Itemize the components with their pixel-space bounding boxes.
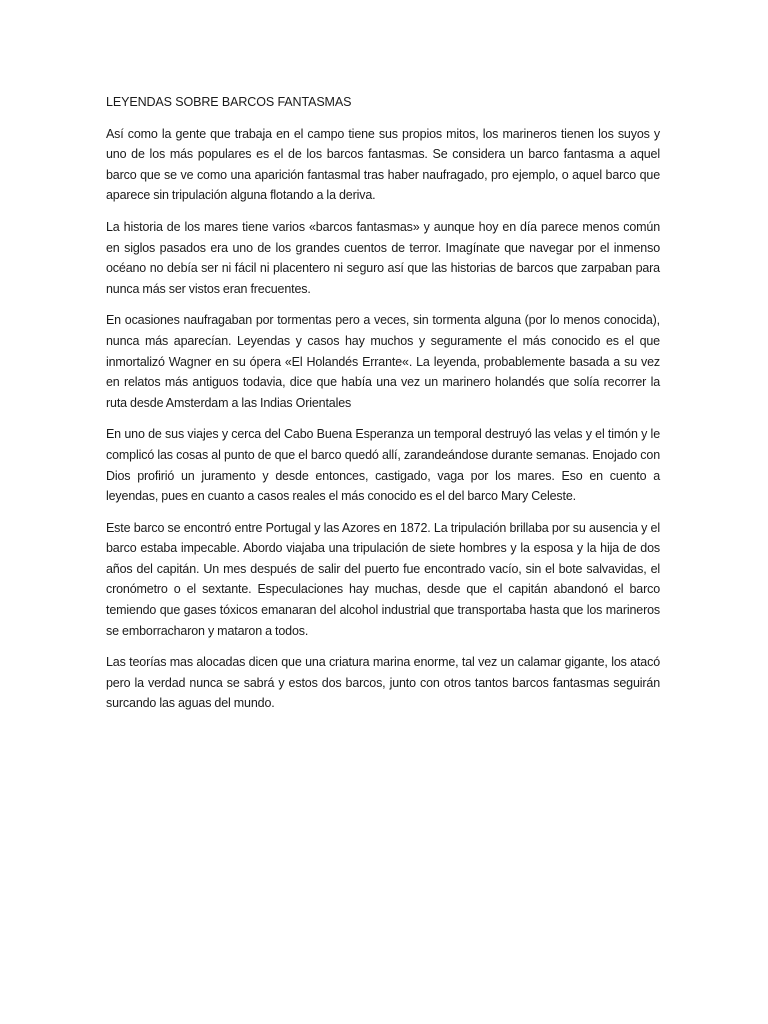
paragraph-theories: Las teorías mas alocadas dicen que una criatura marina enorme, tal vez un calamar gigante, los atacó pero la verdad nunca se sabrá y estos dos barcos, junto con otros tantos barcos fantasmas seguirán surcando las aguas del mundo.	[106, 655, 660, 711]
paragraph-cape-storm: En uno de sus viajes y cerca del Cabo Buena Esperanza un temporal destruyó las velas y el timón y le complicó las cosas al punto de que el barco quedó allí, zarandeándose durante semanas. Enojado con Dios profirió un juramento y desde entonces, castigado, vaga por los mares. Eso en cuento a leyendas, pues en cuanto a casos reales el más conocido es el del barco Mary Celeste.	[106, 427, 660, 504]
document-title: LEYENDAS SOBRE BARCOS FANTASMAS	[106, 95, 352, 109]
paragraph-intro: Así como la gente que trabaja en el campo tiene sus propios mitos, los marineros tienen los suyos y uno de los más populares es el de los barcos fantasmas. Se considera un barco fantasma a aquel barco que se ve como una aparición fantasmal tras haber naufragado, pro ejemplo, o aquel barco que aparece sin tripulación alguna flotando a la deriva.	[106, 126, 660, 203]
paragraph-history: La historia de los mares tiene varios «barcos fantasmas» y aunque hoy en día parece menos común en siglos pasados era uno de los grandes cuentos de terror. Imagínate que navegar por el inmenso océano no debía ser ni fácil ni placentero ni seguro así que las historias de barcos que zarpaban para nunca más ser vistos eran frecuentes.	[106, 219, 660, 296]
paragraph-flying-dutchman: En ocasiones naufragaban por tormentas pero a veces, sin tormenta alguna (por lo menos conocida), nunca más aparecían. Leyendas y casos hay muchos y seguramente el más conocido es el que inmortalizó Wagner en su ópera «El Holandés Errante«. La leyenda, probablemente basada a su vez en relatos más antiguos todavia, dice que había una vez un marinero holandés que solía recorrer la ruta desde Amsterdam a las Indias Orientales	[106, 313, 660, 410]
paragraph-mary-celeste: Este barco se encontró entre Portugal y las Azores en 1872. La tripulación brillaba por su ausencia y el barco estaba impecable. Abordo viajaba una tripulación de siete hombres y la esposa y la hija de dos años del capitán. Un mes después de salir del puerto fue encontrado vacío, sin el bote salvavidas, el cronómetro o el sextante. Especulaciones hay muchas, desde que el capitán abandonó el barco temiendo que gases tóxicos emanaran del alcohol industrial que transportaba hasta que los marineros se emborracharon y mataron a todos.	[106, 520, 660, 638]
document-body	[106, 92, 660, 725]
